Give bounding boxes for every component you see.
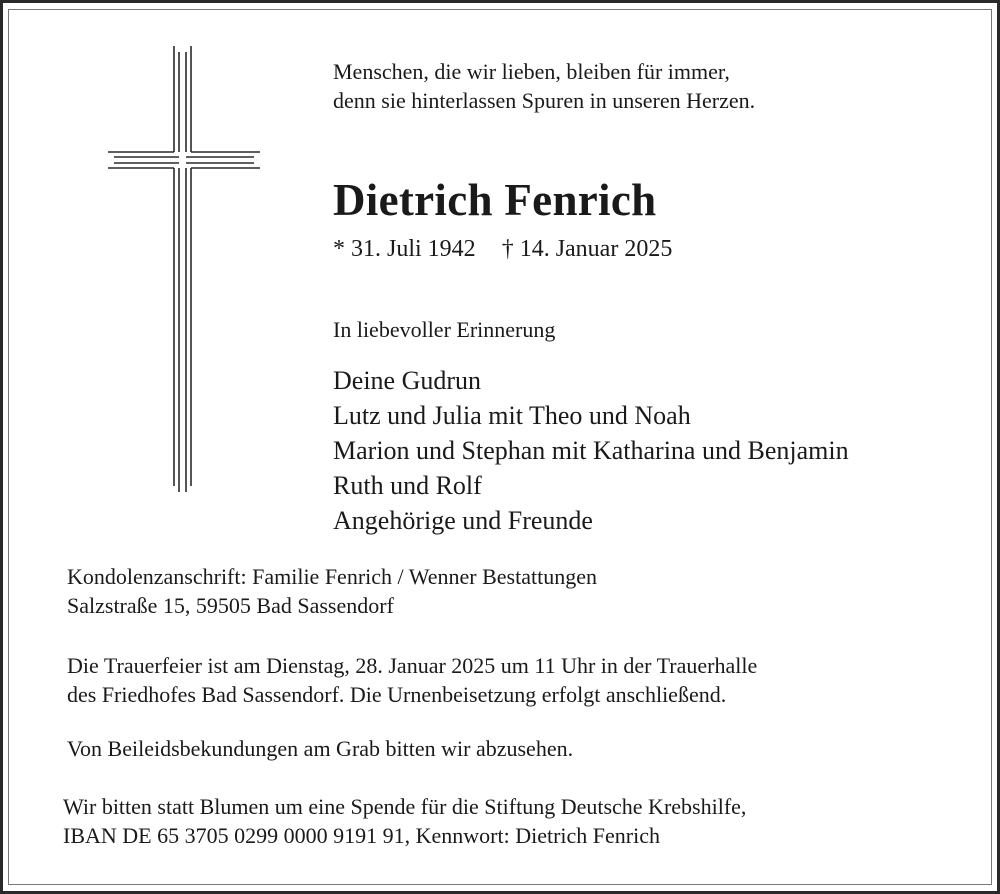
latin-cross-icon [106, 46, 262, 496]
ceremony-line-2: des Friedhofes Bad Sassendorf. Die Urnenbeisetzung erfolgt anschließend. [67, 682, 727, 707]
memory-line: In liebevoller Erinnerung [333, 317, 556, 342]
funeral-ceremony-info [67, 651, 757, 709]
ceremony-line-1: Die Trauerfeier ist am Dienstag, 28. Januar 2025 um 11 Uhr in der Trauerhalle [67, 653, 758, 678]
condolence-line-1: Kondolenzanschrift: Familie Fenrich / Wenner Bestattungen [67, 564, 597, 589]
mourners-list [333, 363, 849, 538]
death-date: † 14. Januar 2025 [501, 236, 673, 262]
donation-info [63, 792, 746, 850]
deceased-name: Dietrich Fenrich [333, 175, 657, 225]
mourner-line: Lutz und Julia mit Theo und Noah [333, 401, 691, 430]
motto-line-2: denn sie hinterlassen Spuren in unseren Herzen. [333, 88, 756, 113]
condolence-line-2: Salzstraße 15, 59505 Bad Sassendorf [67, 593, 394, 618]
condolence-request: Von Beileidsbekundungen am Grab bitten wir abzusehen. [67, 736, 574, 761]
motto-line-1: Menschen, die wir lieben, bleiben für immer, [333, 59, 730, 84]
condolence-address [67, 562, 597, 620]
mourner-line: Angehörige und Freunde [333, 506, 593, 535]
life-dates [333, 236, 672, 263]
donation-line-1: Wir bitten statt Blumen um eine Spende für die Stiftung Deutsche Krebshilfe, [63, 794, 747, 819]
donation-line-2: IBAN DE 65 3705 0299 0000 9191 91, Kennwort: Dietrich Fenrich [63, 823, 660, 848]
mourner-line: Marion und Stephan mit Katharina und Benjamin [333, 436, 849, 465]
mourner-line: Deine Gudrun [333, 366, 482, 395]
mourner-line: Ruth und Rolf [333, 471, 482, 500]
birth-date: * 31. Juli 1942 [333, 236, 476, 262]
